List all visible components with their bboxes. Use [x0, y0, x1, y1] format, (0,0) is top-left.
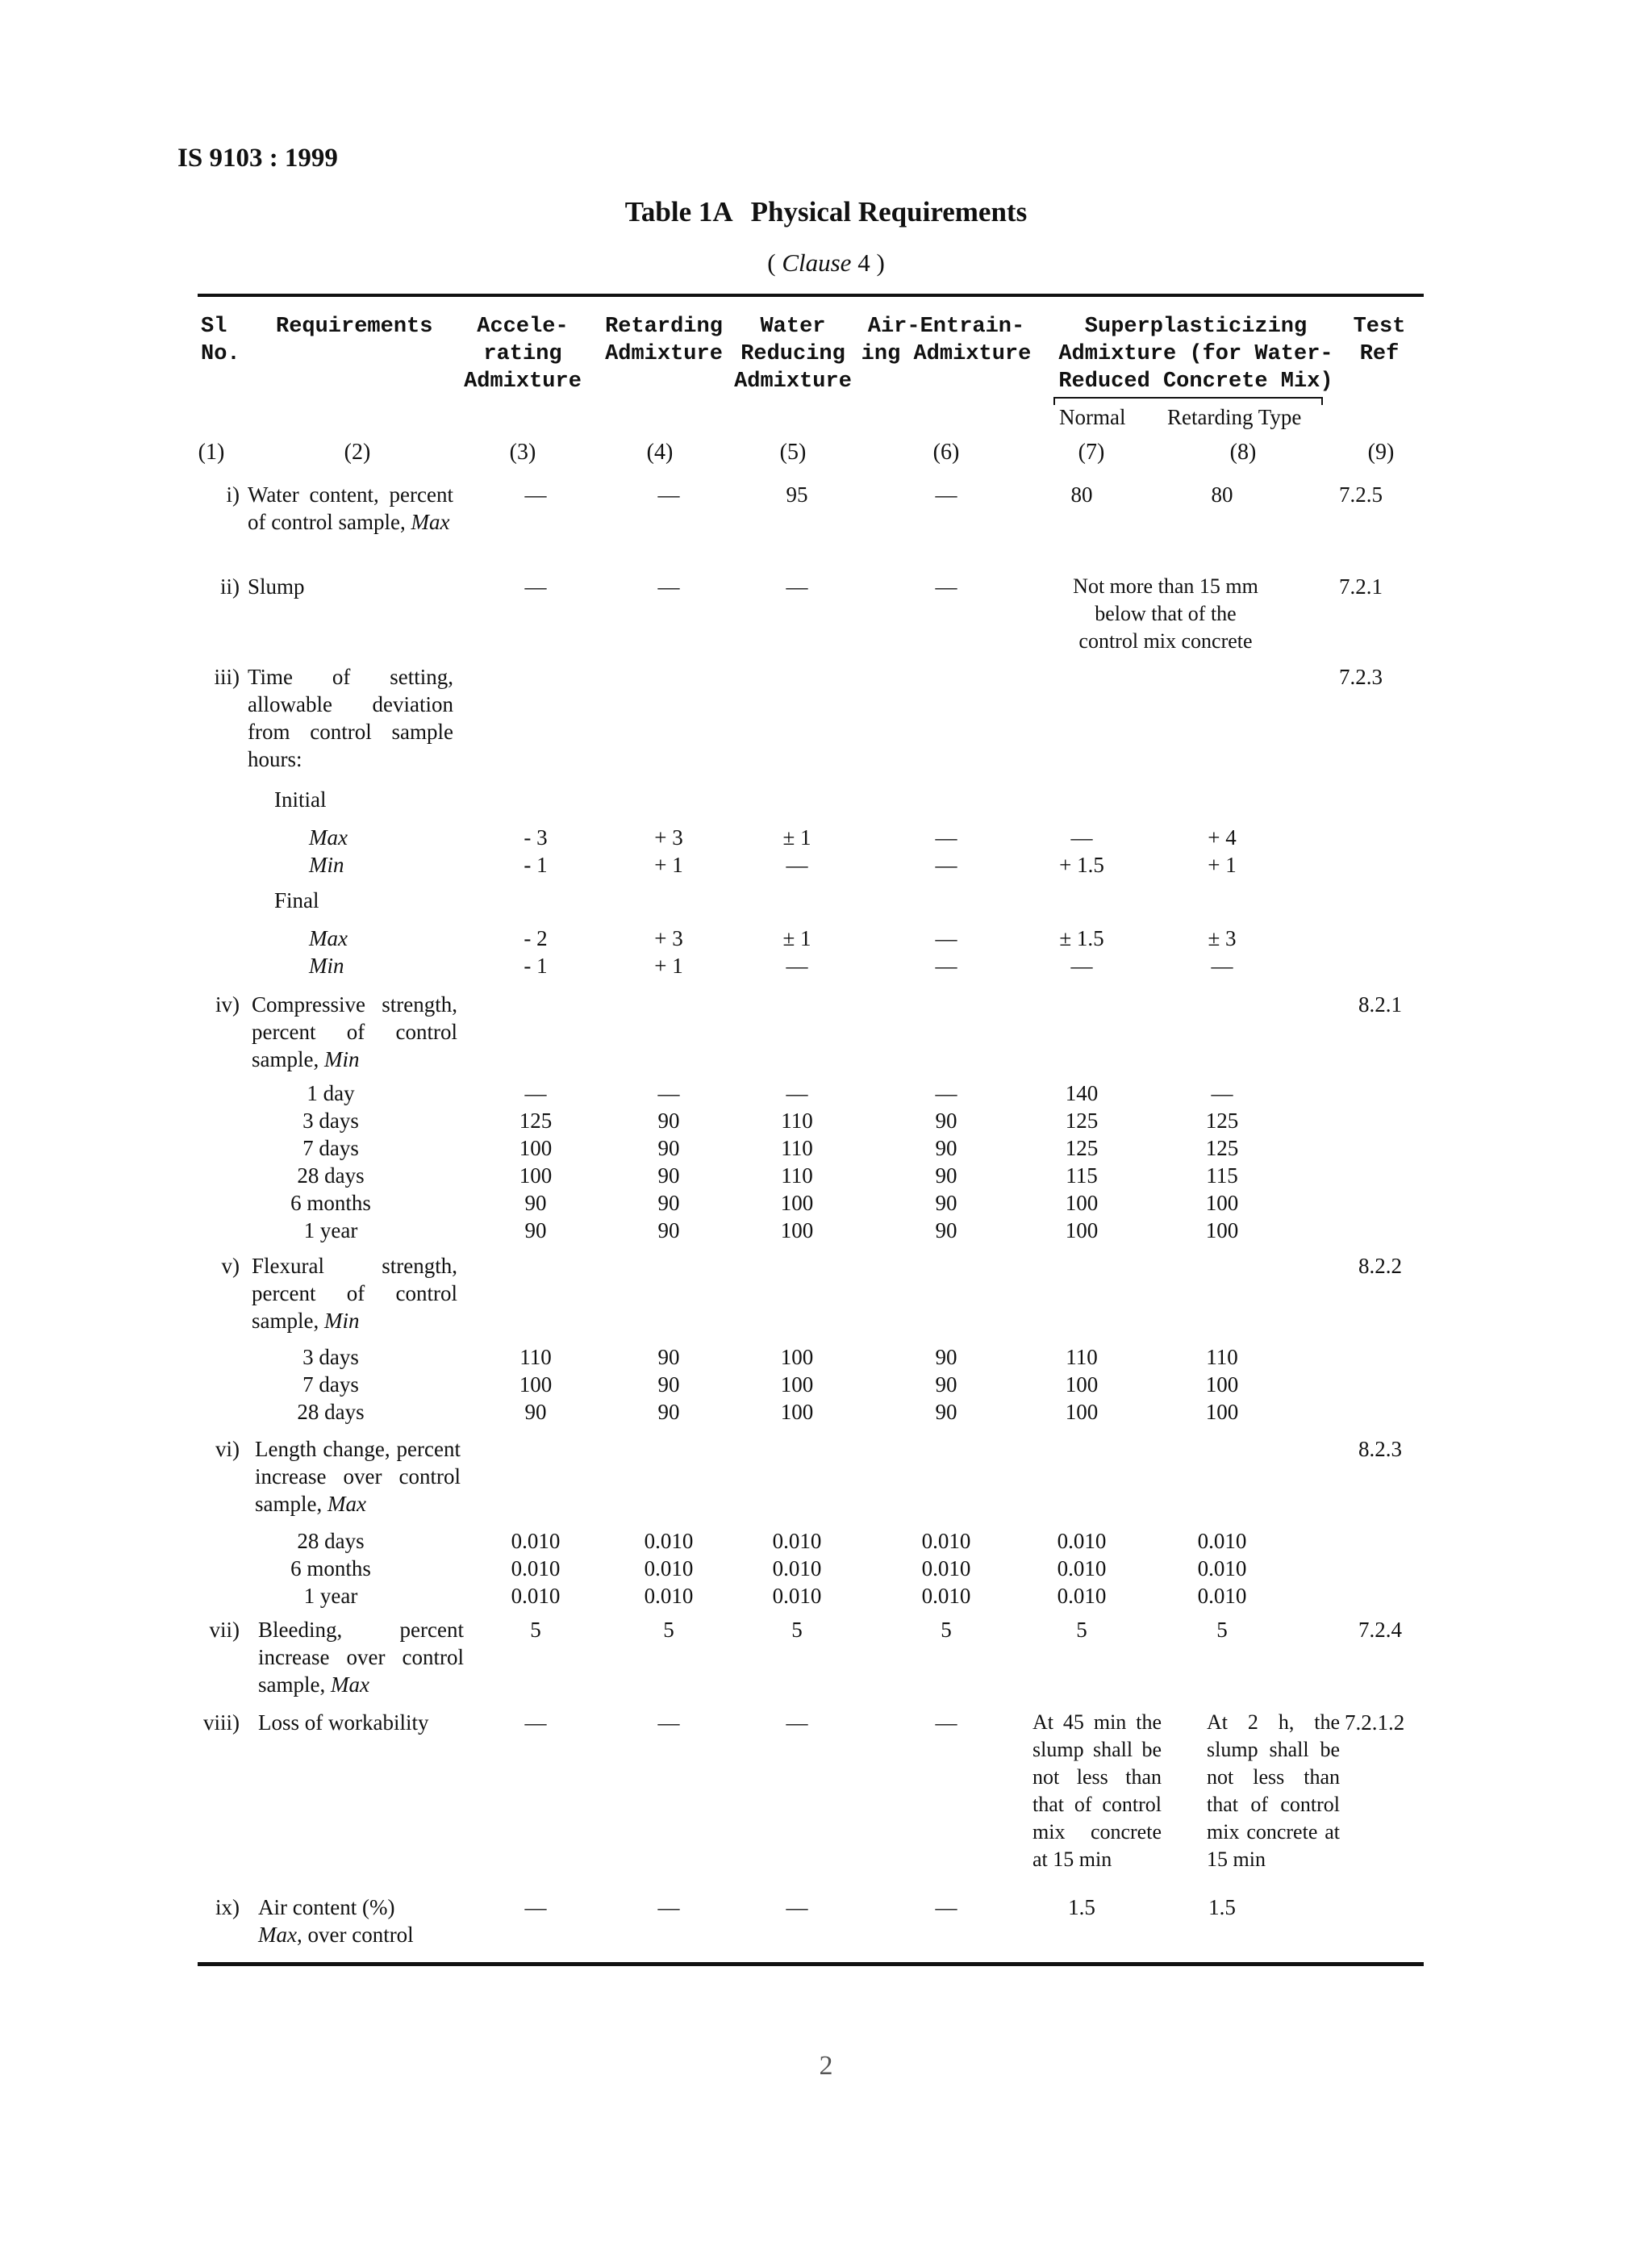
- table-cell: 90: [657, 1163, 680, 1188]
- table-cell: 100: [780, 1345, 814, 1369]
- table-cell: —: [1211, 954, 1233, 978]
- table-cell: 100: [1205, 1372, 1239, 1397]
- table-cell: 0.010: [1057, 1584, 1107, 1608]
- table-cell: —: [657, 574, 680, 599]
- slump-superplasticizing-note: Not more than 15 mm below that of the control mix concrete: [1073, 574, 1258, 653]
- test-ref: 8.2.1: [1358, 992, 1402, 1017]
- table-cell: 100: [1065, 1191, 1099, 1215]
- table-cell: —: [657, 1895, 680, 1919]
- workability-normal-note: At 45 min the slump shall be not less than that of control mix concrete at 15 min: [1032, 1710, 1162, 1871]
- requirement-compressive-strength: Compressive strength, percent of control sample, Min: [252, 992, 457, 1071]
- table-cell: 90: [935, 1163, 957, 1188]
- table-cell: 0.010: [1057, 1556, 1107, 1580]
- table-cell: —: [524, 482, 547, 507]
- test-ref: 8.2.3: [1358, 1437, 1402, 1461]
- document-id: IS 9103 : 1999: [177, 144, 338, 173]
- age-label: 1 day: [307, 1081, 355, 1105]
- table-cell: + 1: [654, 853, 683, 877]
- table-cell: 90: [935, 1218, 957, 1242]
- table-cell: —: [935, 954, 957, 978]
- table-cell: 0.010: [1057, 1529, 1107, 1553]
- header-sl-no: Sl No.: [201, 315, 240, 366]
- table-cell: 110: [1206, 1345, 1238, 1369]
- column-number-9: (9): [1367, 440, 1395, 465]
- table-cell: 0.010: [511, 1556, 561, 1580]
- age-label: 1 year: [303, 1584, 358, 1608]
- row-number: v): [221, 1254, 240, 1278]
- setting-final-label: Final: [274, 888, 319, 912]
- table-cell: —: [935, 1081, 957, 1105]
- table-cell: 0.010: [1197, 1584, 1247, 1608]
- table-cell: 115: [1066, 1163, 1098, 1188]
- clause-number: 4: [857, 248, 870, 277]
- age-label: 28 days: [297, 1529, 365, 1553]
- table-cell: —: [935, 574, 957, 599]
- row-number: iv): [215, 992, 240, 1017]
- table-cell: 90: [657, 1218, 680, 1242]
- table-caption: Table 1A: [624, 196, 733, 228]
- table-cell: —: [935, 1710, 957, 1735]
- table-cell: + 3: [654, 825, 683, 850]
- table-cell: 90: [935, 1400, 957, 1424]
- header-water-reducing: Water Reducing Admixture: [734, 315, 852, 394]
- table-cell: 90: [524, 1400, 547, 1424]
- table-cell: —: [786, 574, 808, 599]
- table-cell: —: [524, 1895, 547, 1919]
- header-normal: Normal: [1059, 405, 1126, 429]
- table-cell: —: [524, 1710, 547, 1735]
- table-cell: —: [1211, 1081, 1233, 1105]
- table-cell: 5: [941, 1618, 952, 1642]
- test-ref: 7.2.5: [1339, 482, 1383, 507]
- age-label: 28 days: [297, 1163, 365, 1188]
- table-cell: 90: [524, 1191, 547, 1215]
- final-max-label: Max: [309, 926, 348, 950]
- age-label: 1 year: [303, 1218, 358, 1242]
- column-number-7: (7): [1078, 440, 1105, 465]
- column-number-5: (5): [779, 440, 807, 465]
- table-cell: 0.010: [511, 1529, 561, 1553]
- table-cell: —: [1070, 954, 1093, 978]
- table-cell: 90: [657, 1109, 680, 1133]
- table-cell: 100: [519, 1163, 553, 1188]
- age-label: 3 days: [302, 1109, 359, 1133]
- table-cell: ± 1.5: [1059, 926, 1104, 950]
- table-title-text: Physical Requirements: [750, 196, 1028, 228]
- column-number-1: (1): [198, 440, 225, 465]
- table-cell: 110: [1066, 1345, 1098, 1369]
- table-cell: 0.010: [1197, 1556, 1247, 1580]
- final-min-label: Min: [309, 954, 344, 978]
- column-number-3: (3): [509, 440, 536, 465]
- table-cell: + 4: [1208, 825, 1237, 850]
- table-cell: 0.010: [644, 1556, 694, 1580]
- table-cell: 5: [663, 1618, 674, 1642]
- table-cell: —: [786, 954, 808, 978]
- table-cell: 100: [780, 1372, 814, 1397]
- requirement-bleeding: Bleeding, percent increase over control sample, Max: [258, 1618, 464, 1697]
- header-requirements: Requirements: [276, 315, 433, 339]
- age-label: 6 months: [290, 1191, 371, 1215]
- test-ref: 7.2.1.2: [1345, 1710, 1405, 1735]
- table-cell: 0.010: [921, 1584, 971, 1608]
- table-cell: —: [657, 1081, 680, 1105]
- table-cell: 100: [780, 1400, 814, 1424]
- test-ref: 8.2.2: [1358, 1254, 1402, 1278]
- table-cell: 90: [935, 1109, 957, 1133]
- column-number-4: (4): [646, 440, 674, 465]
- table-cell: 1.5: [1208, 1895, 1236, 1919]
- table-cell: 100: [519, 1372, 553, 1397]
- header-accelerating: Accele- rating Admixture: [464, 315, 582, 394]
- table-cell: 0.010: [772, 1529, 822, 1553]
- age-label: 7 days: [302, 1136, 359, 1160]
- header-test-ref: Test Ref: [1353, 315, 1406, 366]
- requirement-time-of-setting: Time of setting, allowable deviation from control sample hours:: [248, 665, 453, 771]
- table-cell: 100: [1065, 1372, 1099, 1397]
- table-cell: —: [524, 1081, 547, 1105]
- header-retarding-type: Retarding Type: [1167, 405, 1302, 429]
- table-cell: 90: [657, 1191, 680, 1215]
- row-number: ix): [215, 1895, 240, 1919]
- table-bottom-rule: [198, 1962, 1424, 1966]
- table-cell: 90: [935, 1136, 957, 1160]
- table-cell: 5: [1076, 1618, 1087, 1642]
- table-cell: 110: [519, 1345, 552, 1369]
- table-cell: 115: [1206, 1163, 1238, 1188]
- table-cell: 5: [1216, 1618, 1228, 1642]
- table-cell: 125: [1205, 1136, 1239, 1160]
- table-cell: 110: [781, 1109, 813, 1133]
- requirement-water-content: Water content, percent of control sample, Max: [248, 482, 453, 534]
- test-ref: 7.2.4: [1358, 1618, 1402, 1642]
- table-cell: + 1: [654, 954, 683, 978]
- table-cell: 100: [1205, 1400, 1239, 1424]
- requirement-slump: Slump: [248, 574, 305, 599]
- table-cell: 100: [780, 1191, 814, 1215]
- table-cell: —: [786, 1081, 808, 1105]
- table-cell: 100: [519, 1136, 553, 1160]
- table-cell: —: [935, 825, 957, 850]
- table-cell: —: [524, 574, 547, 599]
- table-cell: 0.010: [644, 1529, 694, 1553]
- workability-retarding-note: At 2 h, the slump shall be not less than that of control mix concrete at 15 min: [1207, 1710, 1340, 1871]
- table-title: [0, 196, 1652, 228]
- table-cell: —: [786, 853, 808, 877]
- requirement-air-content: Air content (%) Max, over control: [258, 1895, 414, 1947]
- table-cell: —: [935, 482, 957, 507]
- table-cell: 90: [935, 1345, 957, 1369]
- table-cell: 90: [935, 1372, 957, 1397]
- column-number-2: (2): [344, 440, 371, 465]
- table-cell: —: [935, 926, 957, 950]
- table-cell: + 1: [1208, 853, 1237, 877]
- table-cell: 0.010: [1197, 1529, 1247, 1553]
- table-cell: ± 1: [782, 926, 811, 950]
- age-label: 6 months: [290, 1556, 371, 1580]
- table-cell: 5: [791, 1618, 803, 1642]
- table-cell: 90: [657, 1345, 680, 1369]
- row-number: i): [226, 482, 240, 507]
- test-ref: 7.2.3: [1339, 665, 1383, 689]
- table-cell: - 2: [524, 926, 548, 950]
- table-cell: 125: [519, 1109, 553, 1133]
- table-cell: —: [935, 853, 957, 877]
- table-cell: —: [1070, 825, 1093, 850]
- row-number: viii): [203, 1710, 240, 1735]
- header-air-entraining: Air-Entrain- ing Admixture: [861, 315, 1032, 366]
- table-cell: 100: [1205, 1191, 1239, 1215]
- requirement-flexural-strength: Flexural strength, percent of control sample, Min: [252, 1254, 457, 1333]
- table-cell: - 3: [524, 825, 548, 850]
- table-cell: 125: [1065, 1109, 1099, 1133]
- table-cell: 95: [786, 482, 808, 507]
- table-cell: 80: [1070, 482, 1093, 507]
- table-cell: —: [935, 1895, 957, 1919]
- table-cell: 90: [524, 1218, 547, 1242]
- initial-max-label: Max: [309, 825, 348, 850]
- row-number: vii): [209, 1618, 240, 1642]
- table-cell: 110: [781, 1136, 813, 1160]
- initial-min-label: Min: [309, 853, 344, 877]
- table-cell: 80: [1211, 482, 1233, 507]
- clause-reference: ( Clause 4 ): [767, 248, 885, 277]
- table-cell: 0.010: [921, 1529, 971, 1553]
- requirement-length-change: Length change, percent increase over control sample, Max: [255, 1437, 461, 1516]
- table-cell: ± 3: [1208, 926, 1237, 950]
- table-cell: —: [786, 1710, 808, 1735]
- table-cell: 100: [1065, 1218, 1099, 1242]
- table-cell: 90: [935, 1191, 957, 1215]
- table-cell: 100: [780, 1218, 814, 1242]
- clause-label: Clause: [782, 248, 852, 277]
- header-superplasticizing: Superplasticizing Admixture (for Water- Reduced Concrete Mix): [1058, 315, 1333, 394]
- table-cell: + 1.5: [1059, 853, 1104, 877]
- table-cell: —: [657, 1710, 680, 1735]
- table-cell: 0.010: [644, 1584, 694, 1608]
- table-cell: 90: [657, 1400, 680, 1424]
- table-cell: 100: [1065, 1400, 1099, 1424]
- table-cell: - 1: [524, 853, 548, 877]
- table-cell: 140: [1065, 1081, 1099, 1105]
- page-number: 2: [819, 2051, 833, 2081]
- table-cell: 110: [781, 1163, 813, 1188]
- table-cell: 125: [1205, 1109, 1239, 1133]
- table-cell: 5: [530, 1618, 541, 1642]
- table-cell: 100: [1205, 1218, 1239, 1242]
- column-number-8: (8): [1229, 440, 1257, 465]
- age-label: 7 days: [302, 1372, 359, 1397]
- table-cell: - 1: [524, 954, 548, 978]
- table-cell: 0.010: [772, 1556, 822, 1580]
- table-cell: —: [657, 482, 680, 507]
- age-label: 3 days: [302, 1345, 359, 1369]
- table-cell: 0.010: [921, 1556, 971, 1580]
- row-number: iii): [214, 665, 240, 689]
- header-retarding: Retarding Admixture: [605, 315, 723, 366]
- table-cell: 90: [657, 1136, 680, 1160]
- age-label: 28 days: [297, 1400, 365, 1424]
- table-cell: 0.010: [772, 1584, 822, 1608]
- row-number: ii): [220, 574, 240, 599]
- table-cell: 0.010: [511, 1584, 561, 1608]
- setting-initial-label: Initial: [274, 787, 327, 812]
- table-cell: 90: [657, 1372, 680, 1397]
- table-cell: + 3: [654, 926, 683, 950]
- table-cell: ± 1: [782, 825, 811, 850]
- table-top-rule: [198, 294, 1424, 297]
- table-cell: —: [786, 1895, 808, 1919]
- row-number: vi): [215, 1437, 240, 1461]
- column-number-6: (6): [932, 440, 960, 465]
- test-ref: 7.2.1: [1339, 574, 1383, 599]
- table-cell: 1.5: [1068, 1895, 1095, 1919]
- table-cell: 125: [1065, 1136, 1099, 1160]
- requirement-loss-of-workability: Loss of workability: [258, 1710, 429, 1735]
